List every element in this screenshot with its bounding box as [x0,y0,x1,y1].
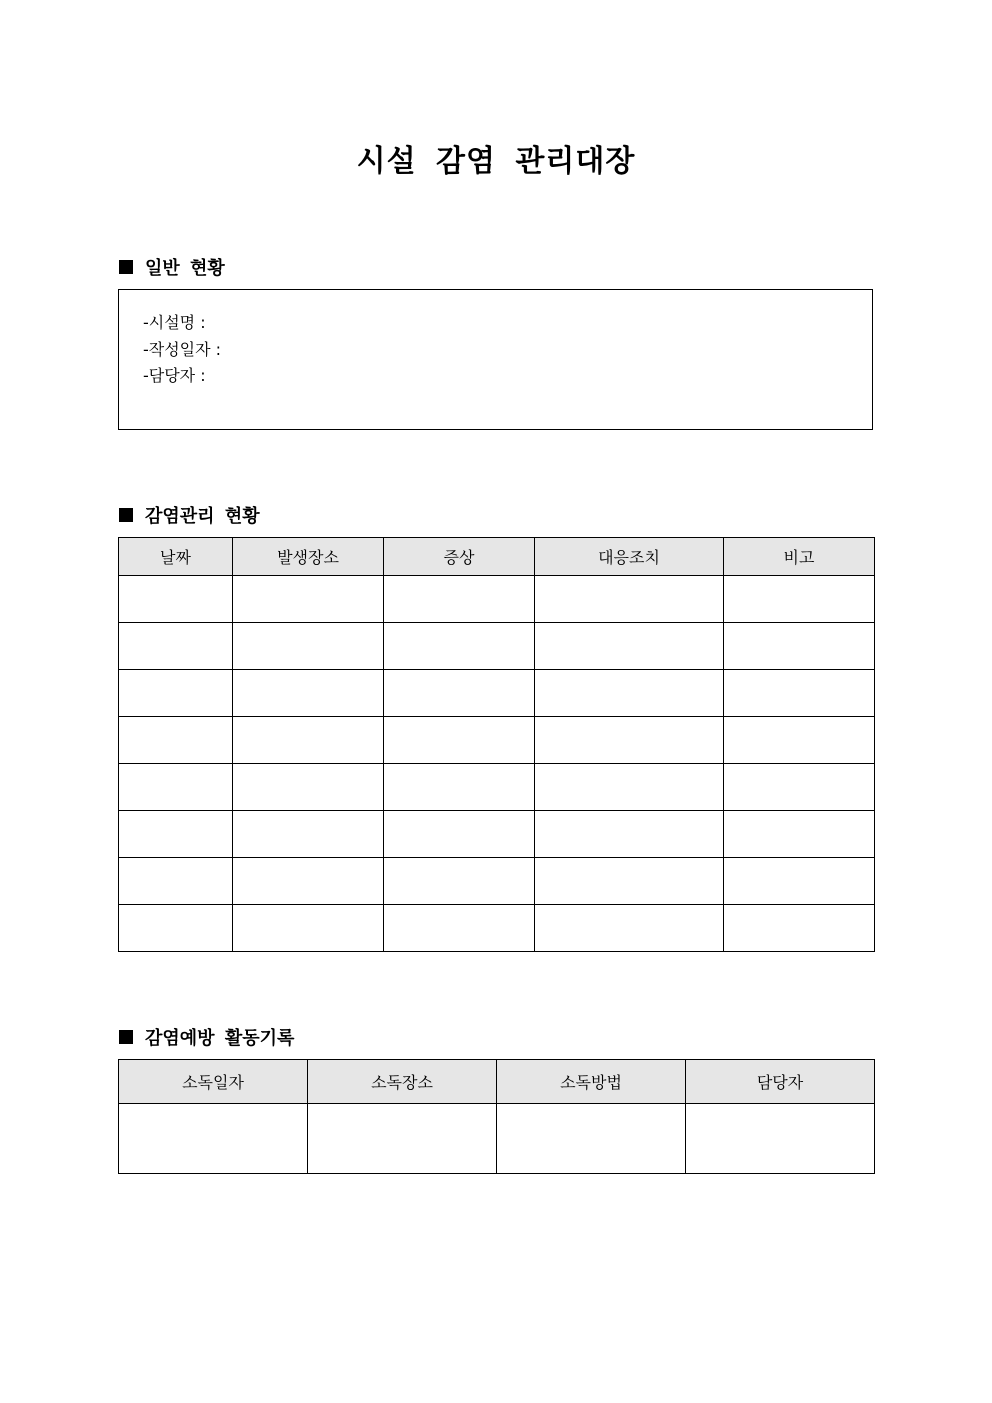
table-header-row [119,1060,875,1104]
square-bullet-icon [119,260,133,274]
table-cell[interactable] [233,811,384,858]
square-bullet-icon [119,1030,133,1044]
square-bullet-icon [119,508,133,522]
column-header-manager: 담당자 [686,1060,875,1104]
table-cell[interactable] [233,905,384,952]
table-cell[interactable] [119,905,233,952]
table-cell[interactable] [497,1104,686,1174]
column-header-disinfection-method: 소독방법 [497,1060,686,1104]
table-cell[interactable] [384,811,535,858]
column-header-disinfection-date: 소독일자 [119,1060,308,1104]
table-row [119,811,875,858]
table-cell[interactable] [119,858,233,905]
table-cell[interactable] [384,905,535,952]
section-heading-label: 일반 현황 [145,258,225,279]
column-header-location: 발생장소 [233,538,384,576]
table-cell[interactable] [724,623,875,670]
table-cell[interactable] [233,576,384,623]
written-date-field[interactable]: -작성일자 : [143,339,222,359]
column-header-disinfection-location: 소독장소 [308,1060,497,1104]
table-cell[interactable] [724,717,875,764]
table-cell[interactable] [233,670,384,717]
table-cell[interactable] [119,623,233,670]
column-header-date: 날짜 [119,538,233,576]
table-cell[interactable] [384,670,535,717]
table-cell[interactable] [384,576,535,623]
table-cell[interactable] [233,717,384,764]
table-cell[interactable] [535,858,724,905]
table-row [119,1104,875,1174]
table-cell[interactable] [384,623,535,670]
table-cell[interactable] [119,811,233,858]
table-cell[interactable] [119,717,233,764]
section-heading-label: 감염예방 활동기록 [145,1028,295,1049]
table-row [119,623,875,670]
section-heading-infection [119,502,260,528]
column-header-response: 대응조치 [535,538,724,576]
table-cell[interactable] [119,670,233,717]
table-cell[interactable] [724,670,875,717]
table-cell[interactable] [535,764,724,811]
infection-table [118,537,875,952]
table-header-row [119,538,875,576]
table-row [119,670,875,717]
table-cell[interactable] [233,858,384,905]
general-info-box [118,289,873,430]
table-cell[interactable] [535,576,724,623]
prevention-table [118,1059,875,1174]
table-row [119,576,875,623]
table-cell[interactable] [535,811,724,858]
table-cell[interactable] [233,764,384,811]
table-cell[interactable] [119,576,233,623]
table-row [119,858,875,905]
table-cell[interactable] [535,905,724,952]
table-cell[interactable] [308,1104,497,1174]
page-title: 시설 감염 관리대장 [356,144,636,179]
section-heading-label: 감염관리 현황 [145,506,260,527]
table-cell[interactable] [119,1104,308,1174]
table-cell[interactable] [724,858,875,905]
column-header-symptom: 증상 [384,538,535,576]
section-heading-prevention [119,1024,294,1050]
table-row [119,764,875,811]
table-cell[interactable] [686,1104,875,1174]
table-cell[interactable] [119,764,233,811]
manager-field[interactable]: -담당자 : [143,366,206,385]
table-cell[interactable] [384,764,535,811]
section-heading-general [119,254,225,280]
table-cell[interactable] [233,623,384,670]
table-cell[interactable] [535,670,724,717]
table-cell[interactable] [535,623,724,670]
table-cell[interactable] [384,858,535,905]
table-cell[interactable] [535,717,724,764]
table-cell[interactable] [384,717,535,764]
column-header-remarks: 비고 [724,538,875,576]
table-cell[interactable] [724,811,875,858]
table-cell[interactable] [724,576,875,623]
table-row [119,717,875,764]
table-cell[interactable] [724,764,875,811]
table-row [119,905,875,952]
facility-name-field[interactable]: -시설명 : [143,313,206,332]
table-cell[interactable] [724,905,875,952]
